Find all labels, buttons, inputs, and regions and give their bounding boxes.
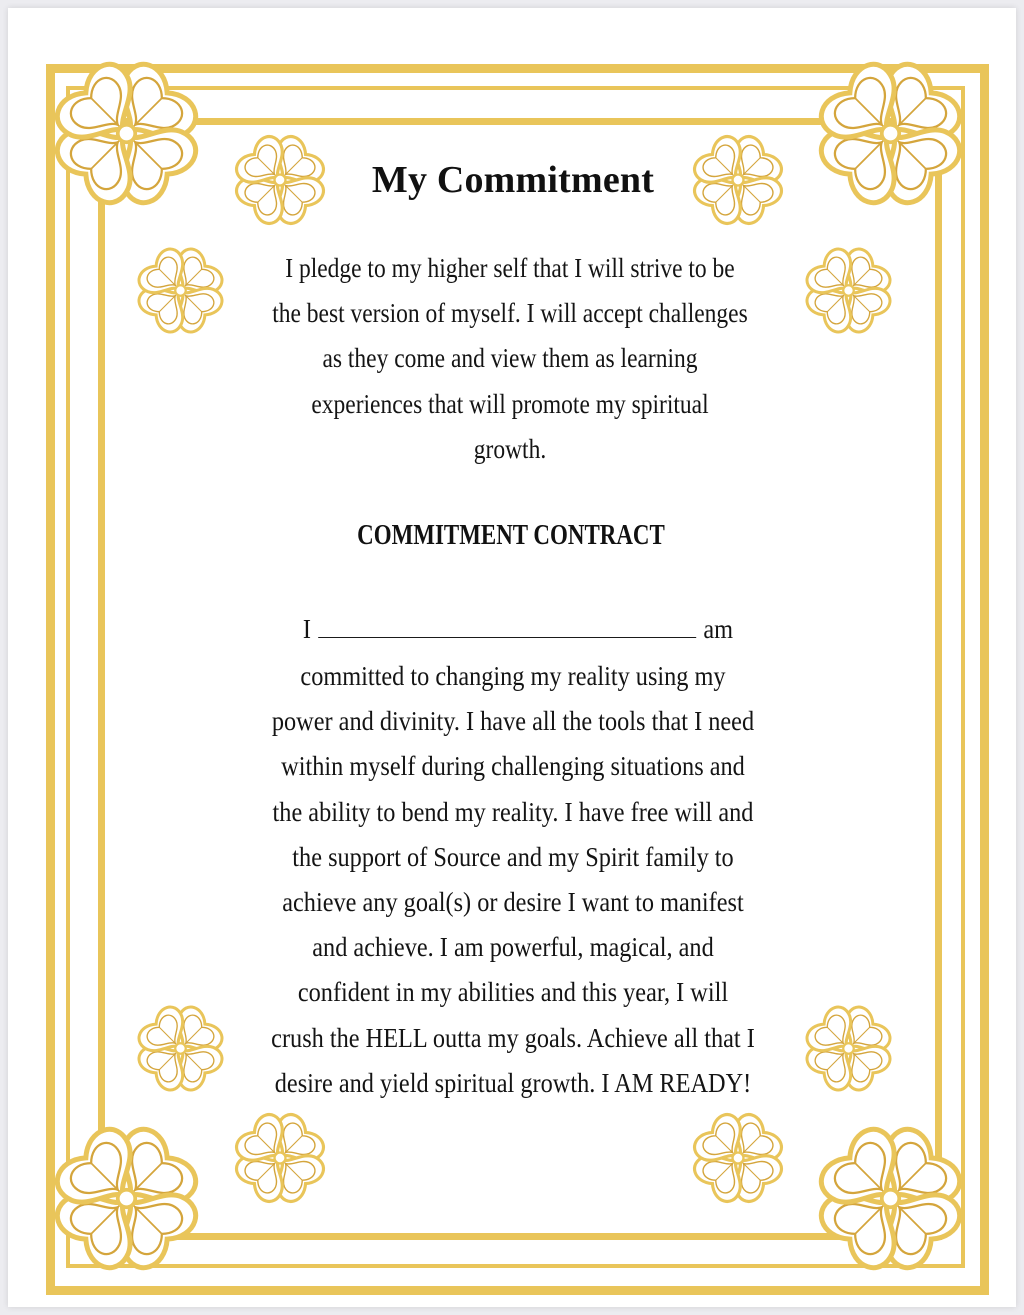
heart-petal-flower-icon [796, 238, 901, 343]
contract-line: power and divinity. I have all the tools that I need [271, 706, 755, 737]
pledge-line: as they come and view them as learning [322, 343, 698, 374]
contract-line: crush the HELL outta my goals. Achieve all that I [271, 1022, 755, 1053]
heart-petal-flower-icon [683, 1103, 793, 1213]
heart-petal-flower-icon [128, 996, 233, 1101]
heart-petal-flower-icon [225, 1103, 335, 1213]
contract-line: within myself during challenging situations and [281, 751, 745, 782]
contract-paragraph [252, 654, 774, 1106]
heart-petal-flower-icon [39, 1111, 214, 1286]
contract-heading: COMMITMENT CONTRACT [357, 520, 665, 551]
heart-petal-flower-icon [803, 46, 978, 221]
heart-petal-flower-icon [39, 1111, 214, 1286]
heart-petal-flower-icon [796, 996, 901, 1101]
pledge-line: the best version of myself. I will accept challenges [272, 298, 748, 329]
pledge-line: experiences that will promote my spiritual [311, 388, 709, 419]
heart-petal-flower-icon [803, 46, 978, 221]
contract-line: the ability to bend my reality. I have free will and [272, 796, 754, 827]
pledge-paragraph [266, 246, 753, 472]
heart-petal-flower-icon [796, 996, 901, 1101]
contract-line: the support of Source and my Spirit family to [292, 841, 734, 872]
heart-petal-flower-icon [803, 1111, 978, 1286]
name-blank-field[interactable] [318, 617, 696, 638]
contract-line: achieve any goal(s) or desire I want to manifest [282, 887, 744, 918]
contract-line: committed to changing my reality using my [300, 661, 726, 691]
heart-petal-flower-icon [683, 1103, 793, 1213]
heart-petal-flower-icon [225, 1103, 335, 1213]
heart-petal-flower-icon [128, 238, 233, 343]
pledge-line: growth. [473, 433, 547, 464]
contract-line: and achieve. I am powerful, magical, and [312, 932, 714, 963]
contract-line: confident in my abilities and this year, I will [297, 977, 729, 1008]
heart-petal-flower-icon [128, 996, 233, 1101]
heart-petal-flower-icon [128, 238, 233, 343]
fill-suffix: am [703, 614, 734, 644]
contract-line: desire and yield spiritual growth. I AM READY! [274, 1067, 752, 1098]
heart-petal-flower-icon [803, 1111, 978, 1286]
name-fill-line [293, 614, 743, 645]
fill-prefix: I [302, 614, 311, 644]
heart-petal-flower-icon [39, 46, 214, 221]
pledge-line: I pledge to my higher self that I will strive to be [285, 253, 735, 283]
page-title: My Commitment [371, 159, 655, 201]
heart-petal-flower-icon [39, 46, 214, 221]
certificate-page [8, 8, 1016, 1307]
heart-petal-flower-icon [796, 238, 901, 343]
